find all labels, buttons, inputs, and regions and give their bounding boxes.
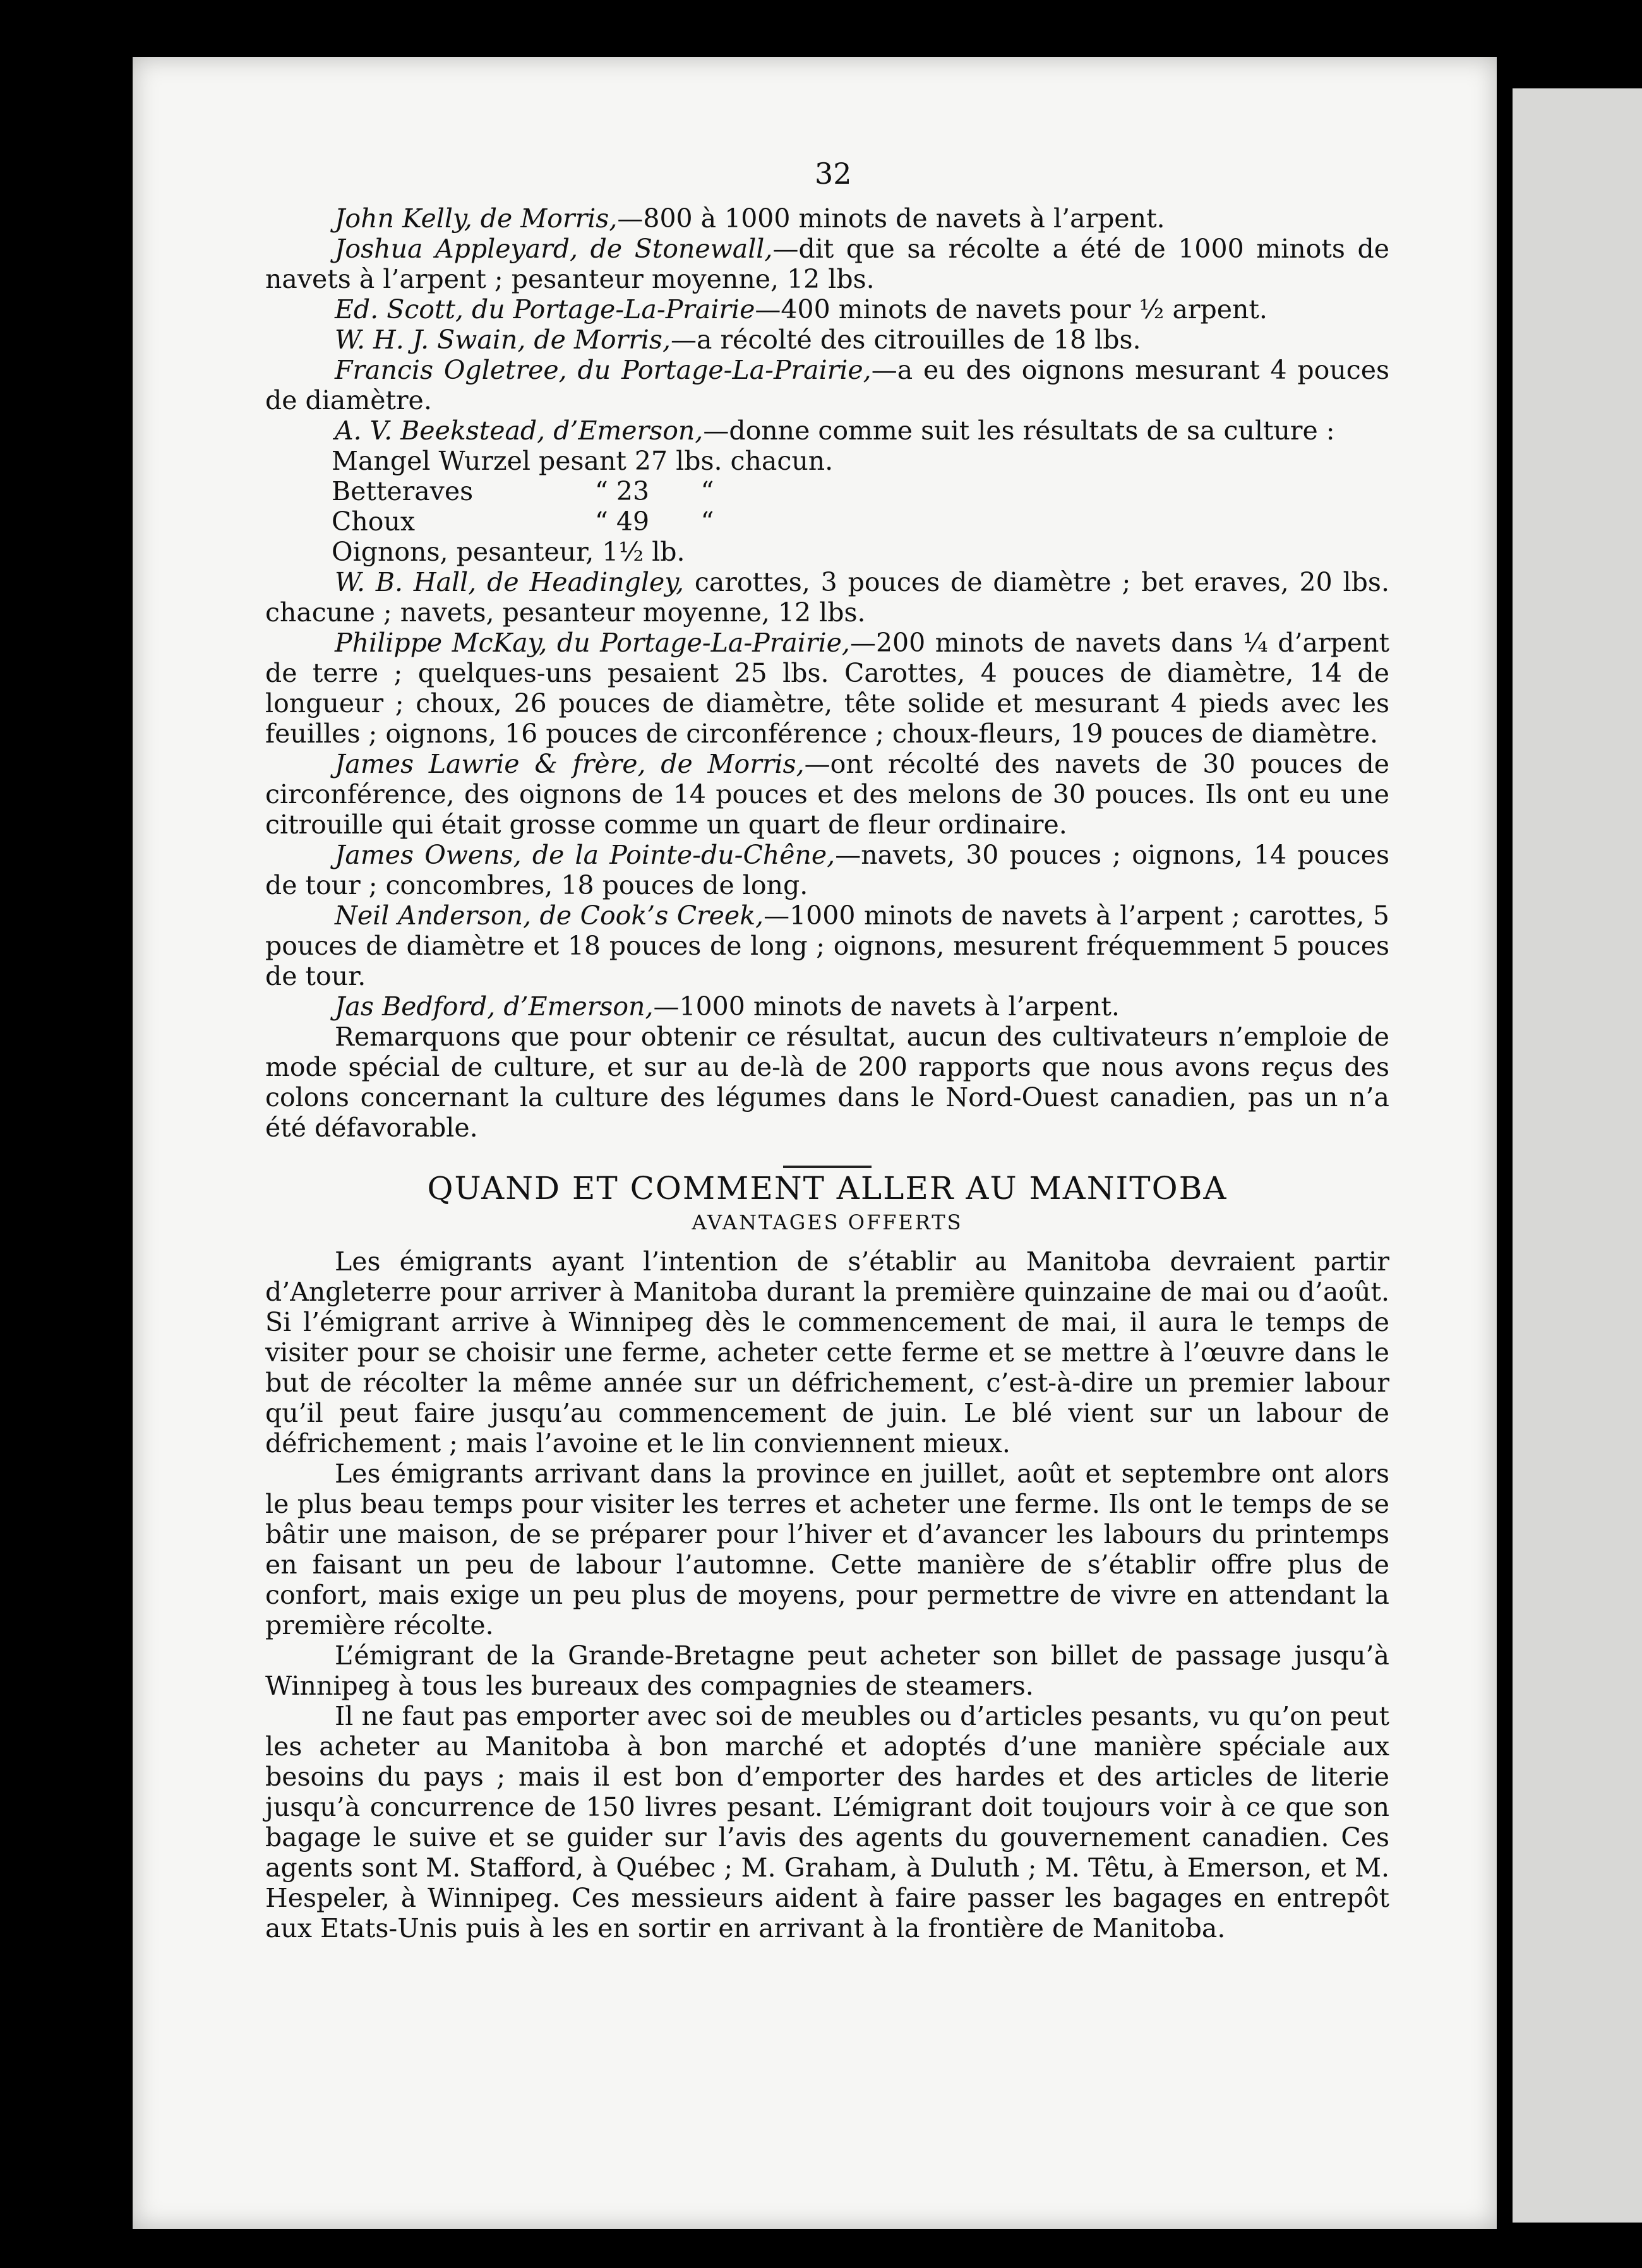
table-value: “ 23 (594, 476, 650, 506)
table-item: Oignons, pesanteur, 1½ lb. (332, 537, 685, 567)
report-author: A. V. Beekstead, d’Emerson, (335, 415, 704, 446)
report-text: —400 minots de navets pour ½ arpent. (755, 294, 1267, 325)
report-text: —1000 minots de navets à l’arpent. (653, 991, 1120, 1022)
report-paragraph (265, 325, 1389, 355)
report-paragraph (265, 203, 1389, 234)
report-paragraph (265, 991, 1389, 1022)
report-author: Neil Anderson, de Cook’s Creek, (335, 900, 764, 931)
report-text: —200 minots de navets dans ¼ d’arpent de terre ; quelques-uns pesaient 25 lbs. Carottes, 4 pouces de diamètre, 14 de longueur ; choux, 26 pouces de diamètre, tête solide et mesurant 4 pieds avec les feuilles ; oignons, 16 pouces de circonférence ; choux-fleurs, 19 pouces de diamètre. (265, 628, 1389, 749)
body-paragraph: Les émigrants ayant l’intention de s’établir au Manitoba devraient partir d’Angleterre pour arriver à Manitoba durant la première quinzaine de mai ou d’août. Si l’émigrant arrive à Winnipeg dès le commencement de mai, il aura le temps de visiter pour se choisir une ferme, acheter cette ferme et se mettre à l’œuvre dans le but de récolter la même année sur un défrichement, c’est-à-dire un premier labour qu’il peut faire jusqu’au commencement de juin. Le blé vient sur un labour de défrichement ; mais l’avoine et le lin conviennent mieux. (265, 1246, 1389, 1459)
body-paragraph: Il ne faut pas emporter avec soi de meubles ou d’articles pesants, vu qu’on peut les acheter au Manitoba à bon marché et adoptés d’une manière spéciale aux besoins du pays ; mais il est bon d’emporter des hardes et des articles de literie jusqu’à concurrence de 150 livres pesant. L’émigrant doit toujours voir à ce que son bagage le suive et se guider sur l’avis des agents du gouvernement canadien. Ces agents sont M. Stafford, à Québec ; M. Graham, à Duluth ; M. Têtu, à Emerson, et M. Hespeler, à Winnipeg. Ces messieurs aident à faire passer les bagages en entrepôt aux Etats-Unis puis à les en sortir en arrivant à la frontière de Manitoba. (265, 1701, 1389, 1943)
report-paragraph (265, 234, 1389, 294)
report-paragraph (265, 355, 1389, 415)
report-author: John Kelly, de Morris, (335, 203, 618, 234)
report-text: —1000 minots de navets à l’arpent ; carottes, 5 pouces de diamètre et 18 pouces de long ; oignons, mesurent fréquemment 5 pouces de tour. (265, 900, 1389, 991)
section-divider (783, 1166, 872, 1168)
section-title: QUAND ET COMMENT ALLER AU MANITOBA (427, 1170, 1228, 1207)
table-row (332, 446, 1389, 476)
report-author: W. H. J. Swain, de Morris, (335, 325, 671, 355)
table-row (332, 476, 1389, 506)
harvest-table (332, 446, 1389, 567)
report-paragraph (265, 900, 1389, 991)
table-item: Choux (332, 506, 415, 537)
report-paragraph (265, 749, 1389, 840)
body-paragraph: L’émigrant de la Grande-Bretagne peut acheter son billet de passage jusqu’à Winnipeg à tous les bureaux des compagnies de steamers. (265, 1640, 1389, 1701)
report-text: —a eu des oignons mesurant 4 pouces de diamètre. (265, 355, 1389, 415)
report-author: James Owens, de la Pointe-du-Chêne, (335, 840, 836, 870)
report-text: —navets, 30 pouces ; oignons, 14 pouces de tour ; concombres, 18 pouces de long. (265, 840, 1389, 900)
report-text: —ont récolté des navets de 30 pouces de circonférence, des oignons de 14 pouces et des melons de 30 pouces. Ils ont eu une citrouille qui était grosse comme un quart de fleur ordinaire. (265, 749, 1390, 840)
adjacent-page-edge (1513, 88, 1642, 2223)
report-author: Ed. Scott, du Portage-La-Prairie (335, 294, 755, 325)
page-content (265, 203, 1389, 1943)
report-author: Philippe McKay, du Portage-La-Prairie, (335, 628, 850, 658)
report-paragraph (265, 628, 1389, 749)
report-paragraph (265, 567, 1389, 628)
report-text: carottes, 3 pouces de diamètre ; bet eraves, 20 lbs. chacune ; navets, pesanteur moyenne, 12 lbs. (265, 567, 1389, 628)
table-row (332, 537, 1389, 567)
report-text: —800 à 1000 minots de navets à l’arpent. (617, 203, 1165, 234)
page-number: 32 (815, 157, 852, 191)
table-row (332, 506, 1389, 537)
report-paragraph (265, 840, 1389, 900)
report-text: —a récolté des citrouilles de 18 lbs. (670, 325, 1141, 355)
report-paragraph (265, 415, 1389, 446)
remark-paragraph: Remarquons que pour obtenir ce résultat, aucun des cultivateurs n’emploie de mode spécial de culture, et sur au de-là de 200 rapports que nous avons reçus des colons concernant la culture des légumes dans le Nord-Ouest canadien, pas un n’a été défavorable. (265, 1022, 1389, 1143)
report-text: —donne comme suit les résultats de sa culture : (703, 415, 1335, 446)
report-text: —dit que sa récolte a été de 1000 minots de navets à l’arpent ; pesanteur moyenne, 12 lbs. (265, 234, 1389, 294)
table-item: Betteraves (332, 476, 474, 506)
report-author: Francis Ogletree, du Portage-La-Prairie, (335, 355, 872, 385)
table-item: Mangel Wurzel pesant 27 lbs. chacun. (332, 446, 834, 476)
section-subtitle: AVANTAGES OFFERTS (692, 1210, 963, 1234)
report-author: Jas Bedford, d’Emerson, (335, 991, 654, 1022)
report-author: James Lawrie & frère, de Morris, (335, 749, 805, 779)
report-author: W. B. Hall, de Headingley, (335, 567, 685, 597)
table-unit: “ (700, 506, 714, 537)
table-unit: “ (700, 476, 714, 506)
body-paragraph: Les émigrants arrivant dans la province en juillet, août et septembre ont alors le plus beau temps pour visiter les terres et acheter une ferme. Ils ont le temps de se bâtir une maison, de se préparer pour l’hiver et d’avancer les labours du printemps en faisant un peu de labour l’automne. Cette manière de s’établir offre plus de confort, mais exige un peu plus de moyens, pour permettre de vivre en attendant la première récolte. (265, 1459, 1389, 1640)
report-author: Joshua Appleyard, de Stonewall, (335, 234, 773, 264)
table-value: “ 49 (594, 506, 650, 537)
report-paragraph (265, 294, 1389, 325)
